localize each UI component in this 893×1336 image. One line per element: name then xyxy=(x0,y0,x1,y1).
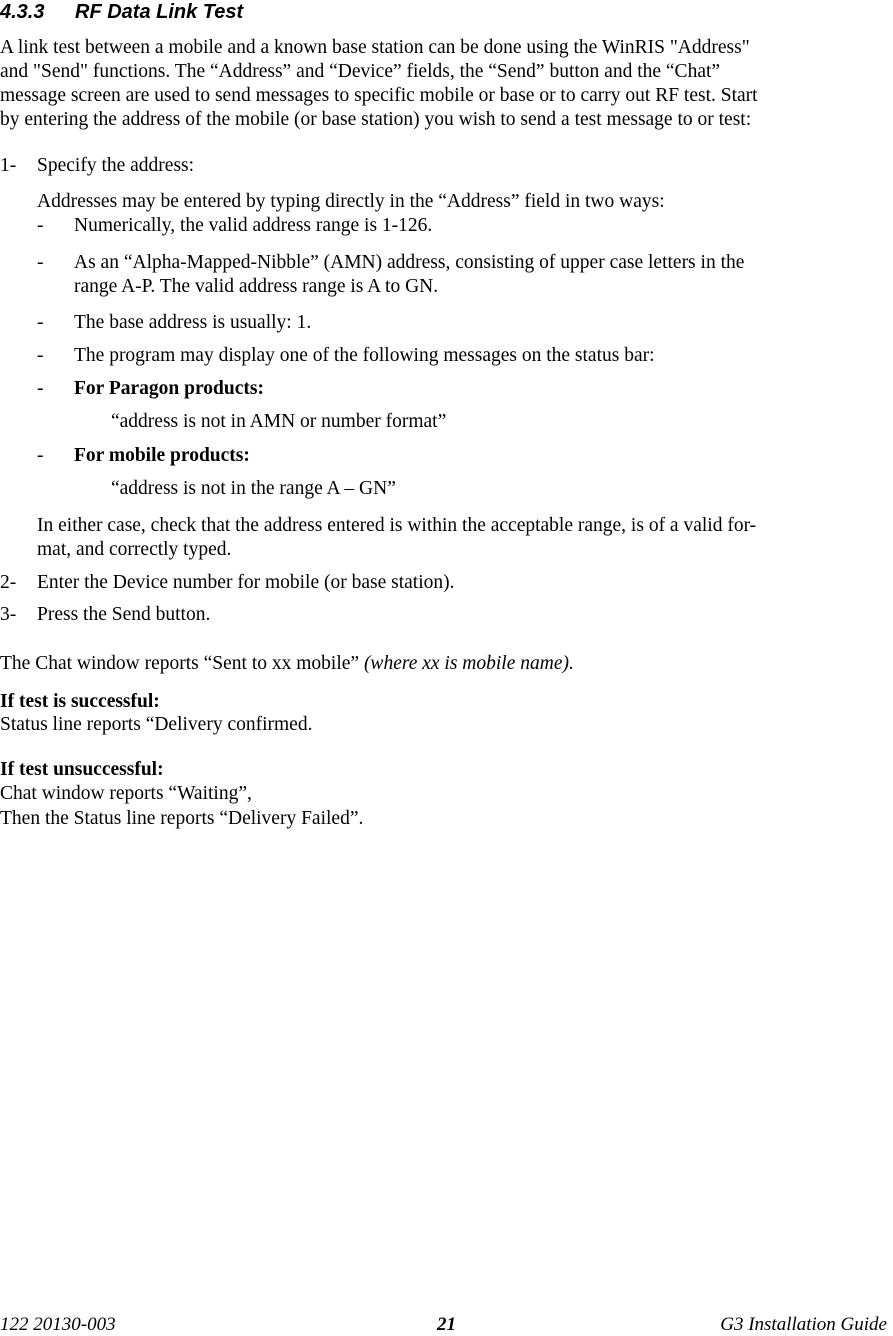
section-number: 4.3.3 xyxy=(0,1,45,23)
step-number: 2- xyxy=(0,572,17,593)
note-line: In either case, check that the address entered is within the acceptable range, is of a valid for- xyxy=(37,515,757,536)
step-2 xyxy=(0,571,454,595)
chat-report-text: The Chat window reports “Sent to xx mobile” xyxy=(0,653,364,674)
step-number: 3- xyxy=(0,604,17,625)
failure-heading: If test unsuccessful: xyxy=(0,759,164,780)
document-page: 4.3.3 RF Data Link Test A link test between a mobile and a known base station can be done using the WinRIS "Address" and "Send" functions. The “Address” and “Device” fields, the “Send” button and the “Chat” message screen are used to send messages to specific mobile or base or to carry out RF test. Start by entering the address of the mobile (or base station) you wish to send a test message to or test: 1- Specify the address: Addresses may be entered by typing directly in the “Address” field in two ways: - Numerically, the valid address range is 1-126. - As an “Alpha-Mapped-Nibble” (AMN) address, consisting of upper case letters in the range A-P. The valid address range is A to GN. - The base address is usually: 1. - The program may display one of the following messages on the status bar: - For Paragon products: “address is not in AMN or number format” - For mobile products: “address is not in the range A – GN” In either case, check that the address entered is within the acceptable range, is of a valid for- mat, and correctly typed. 2- Enter the Device number for mobile (or base station). 3- Press the Send button. The Chat window reports “Sent to xx mobile” (where xx is mobile name). If test is successful: Status line reports “Delivery confirmed. If test unsuccessful: Chat window reports “Waiting”, Then the Status line reports “Delivery Failed”. 122 20130-003 21 G3 Installation Guide xyxy=(0,0,893,1335)
step-3 xyxy=(0,603,210,627)
chat-report-note: (where xx is mobile name). xyxy=(363,653,574,674)
bullet-line: As an “Alpha-Mapped-Nibble” (AMN) address, consisting of upper case letters in the xyxy=(74,252,745,273)
note-line: mat, and correctly typed. xyxy=(37,539,232,560)
paragon-message: “address is not in AMN or number format” xyxy=(111,411,447,432)
section-title: RF Data Link Test xyxy=(75,1,244,23)
failure-line: Then the Status line reports “Delivery Failed”. xyxy=(0,808,364,829)
success-heading: If test is successful: xyxy=(0,691,160,712)
intro-line: message screen are used to send messages to specific mobile or base or to carry out RF test. Start xyxy=(0,85,758,106)
step-text: Specify the address: xyxy=(37,155,195,176)
footer-guide-title: G3 Installation Guide xyxy=(720,1314,887,1335)
success-line: Status line reports “Delivery confirmed. xyxy=(0,714,313,735)
section-heading xyxy=(0,0,243,24)
footer-page-number: 21 xyxy=(437,1314,456,1335)
footer-doc-number: 122 20130-003 xyxy=(0,1314,116,1335)
step-1-intro: Addresses may be entered by typing directly in the “Address” field in two ways: xyxy=(37,191,665,212)
failure-line: Chat window reports “Waiting”, xyxy=(0,783,252,804)
mobile-message: “address is not in the range A – GN” xyxy=(111,478,396,499)
step-text: Press the Send button. xyxy=(37,604,211,625)
chat-report xyxy=(0,652,574,676)
step-number: 1- xyxy=(0,155,17,176)
intro-line: and "Send" functions. The “Address” and “Device” fields, the “Send” button and the “Chat” xyxy=(0,61,721,82)
step-text: Enter the Device number for mobile (or base station). xyxy=(37,572,455,593)
bullet-line: range A-P. The valid address range is A to GN. xyxy=(74,276,439,297)
intro-paragraph xyxy=(0,36,893,132)
step-1-note xyxy=(37,514,887,562)
intro-line: by entering the address of the mobile (or base station) you wish to send a test message to or test: xyxy=(0,109,752,130)
step-1 xyxy=(0,154,194,178)
intro-line: A link test between a mobile and a known base station can be done using the WinRIS "Address" xyxy=(0,37,750,58)
